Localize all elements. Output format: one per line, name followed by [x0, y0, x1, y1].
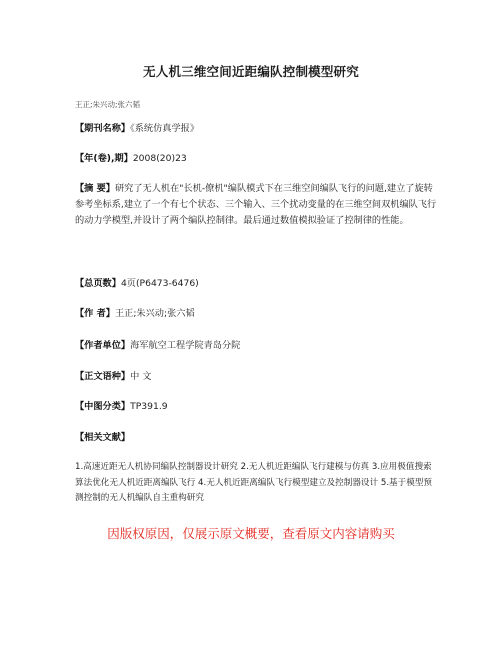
document-title: 无人机三维空间近距编队控制模型研究: [143, 64, 359, 79]
classification-label: 【中图分类】: [75, 401, 131, 412]
language-value: 中 文: [130, 371, 152, 382]
authors-value: 王正;朱兴动;张六韬: [114, 308, 195, 319]
related-label: 【相关文献】: [75, 432, 131, 443]
affiliation-label: 【作者单位】: [75, 340, 131, 351]
authors-field: [75, 306, 435, 322]
language-label: 【正文语种】: [75, 371, 131, 382]
abstract-value: 研究了无人机在"长机-僚机"编队模式下在三维空间编队飞行的问题,建立了旋转参考坐标系,建立了一个有七个状态、三个输入、三个扰动变量的在三维空间双机编队飞行的动力学模型,并设计了两个编队控制律。最后通过数值模拟验证了控制律的性能。: [75, 183, 437, 226]
pages-value: 4页(P6473-6476): [120, 278, 199, 289]
journal-field: [75, 121, 435, 137]
year-issue-value: 2008(20)23: [132, 153, 187, 164]
affiliation-field: [75, 338, 435, 354]
language-field: [75, 369, 435, 385]
related-literature-list: 1.高速近距无人机协同编队控制器设计研究 2.无人机近距编队飞行建模与仿真 3.应用极值搜索算法优化无人机近距离编队飞行 4.无人机近距离编队飞行模型建立及控制器设计 5.基于模型预测控制的无人机编队自主重构研究: [75, 462, 433, 503]
journal-label: 【期刊名称】: [75, 123, 131, 134]
classification-field: [75, 399, 435, 415]
year-issue-field: [75, 151, 435, 167]
year-issue-label: 【年(卷),期】: [75, 153, 133, 164]
related-field: [75, 430, 435, 446]
pages-field: [75, 276, 435, 292]
abstract-label: 【摘 要】: [75, 183, 115, 194]
authors-label: 【作 者】: [75, 308, 115, 319]
affiliation-value: 海军航空工程学院青岛分院: [130, 340, 241, 351]
abstract-field: [75, 181, 437, 229]
journal-value: 《系统仿真学报》: [130, 123, 200, 134]
copyright-notice[interactable]: 因版权原因，仅展示原文概要，查看原文内容请购买: [107, 526, 395, 541]
classification-value: TP391.9: [130, 401, 168, 412]
pages-label: 【总页数】: [75, 278, 121, 289]
authors-line: 王正;朱兴动;张六韬: [75, 100, 141, 109]
